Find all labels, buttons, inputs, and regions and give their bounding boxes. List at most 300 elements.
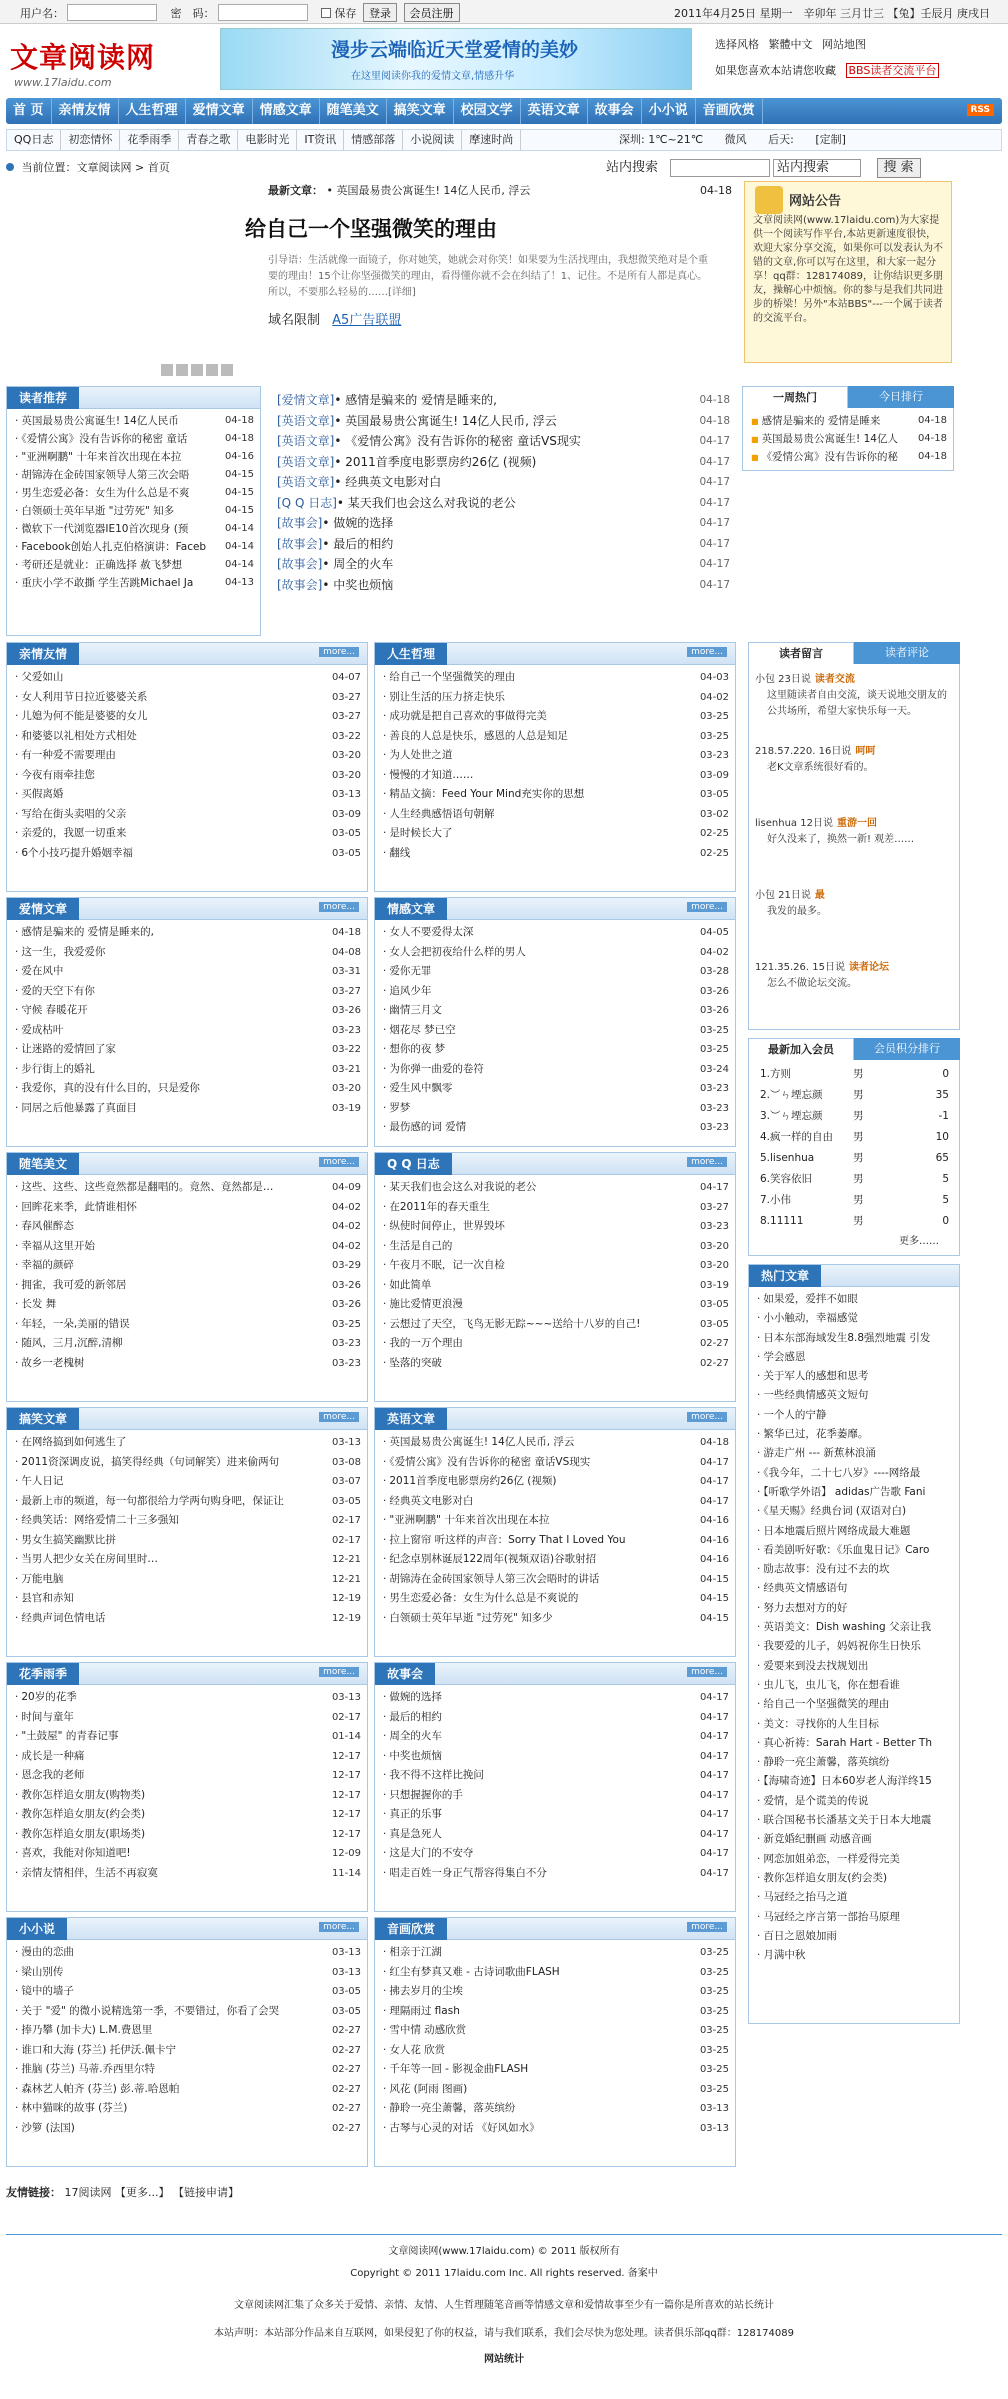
item-title[interactable]: 某天我们也会这么对我说的老公 <box>389 1181 537 1193</box>
member-name[interactable]: 4.疯一样的自由 <box>760 1131 834 1143</box>
more-link[interactable]: more... <box>687 902 727 912</box>
item-title[interactable]: 20岁的花季 <box>21 1691 77 1703</box>
item-title[interactable]: 人生经典感悟语句朝解 <box>389 807 495 820</box>
nav-item[interactable]: 情感文章 <box>253 98 320 124</box>
more-link[interactable]: more... <box>687 1412 727 1422</box>
list-item[interactable] <box>375 1805 735 1825</box>
item-title[interactable]: 给自己一个坚强微笑的理由 <box>763 1698 890 1711</box>
box-title[interactable]: 故事会 <box>375 1663 435 1685</box>
item-title[interactable]: 当男人把少女关在房间里时… <box>21 1553 158 1565</box>
item-title[interactable]: 爱情，是个谎美的传说 <box>763 1794 869 1807</box>
message-topic[interactable]: 重游一回 <box>836 818 877 829</box>
message-topic[interactable]: 最 <box>814 890 825 901</box>
item-title[interactable]: 今夜有雨牵挂您 <box>21 768 95 781</box>
member-row[interactable] <box>749 1211 959 1232</box>
item-category[interactable]: [英语文章] <box>277 475 335 489</box>
item-title[interactable]: 坠落的突破 <box>389 1356 442 1369</box>
list-item[interactable] <box>7 766 367 786</box>
latest-title[interactable]: • 英国最易贵公寓诞生! 14亿人民币, 浮云 <box>326 184 531 197</box>
subnav-item[interactable]: IT资讯 <box>297 130 344 150</box>
list-item[interactable] <box>375 1825 735 1845</box>
item-title[interactable]: 千年等一回 - 影视金曲FLASH <box>389 2063 529 2075</box>
list-item[interactable] <box>749 1695 959 1714</box>
item-title[interactable]: 施比爱情更浪漫 <box>389 1298 463 1310</box>
list-item[interactable] <box>7 1531 367 1551</box>
box-title[interactable]: 小小说 <box>7 1918 67 1940</box>
item-title[interactable]: 雪中情 动感欣赏 <box>389 2024 467 2036</box>
headline[interactable]: 给自己一个坚强微笑的理由 <box>245 217 497 241</box>
tab-comments[interactable]: 读者评论 <box>854 642 960 664</box>
more-link[interactable]: more... <box>319 1922 359 1932</box>
item-title[interactable]: 随风，三月,沉醉,清柳 <box>21 1337 123 1349</box>
item-title[interactable]: 网恋加姐弟恋，一样爱得完美 <box>763 1852 900 1865</box>
list-item[interactable] <box>7 1276 367 1296</box>
list-item[interactable] <box>749 1753 959 1772</box>
item-title[interactable]: 买假离婚 <box>21 788 64 800</box>
list-item[interactable] <box>749 1367 959 1386</box>
message-topic[interactable]: 读者交流 <box>814 674 855 685</box>
item-title[interactable]: 我的一万个理由 <box>389 1337 463 1349</box>
list-item[interactable] <box>7 1492 367 1512</box>
item-title[interactable]: 风花 (阿雨 图画) <box>389 2082 468 2095</box>
item-title[interactable]: 是时候长大了 <box>389 827 453 839</box>
list-item[interactable] <box>375 1315 735 1335</box>
nav-item[interactable]: 故事会 <box>588 98 642 124</box>
item-title[interactable]: 重庆小学不敢撕 学生苦跳Michael Ja <box>21 577 194 589</box>
list-item[interactable] <box>375 1276 735 1296</box>
tab-new-members[interactable]: 最新加入会员 <box>748 1038 854 1060</box>
item-title[interactable]: 男生恋爱必备：女生为什么总是不爽说的 <box>389 1592 579 1604</box>
list-item[interactable] <box>7 1963 367 1983</box>
list-item[interactable] <box>7 1786 367 1806</box>
list-item[interactable] <box>749 1290 959 1309</box>
list-item[interactable] <box>7 688 367 708</box>
item-title[interactable]: 镜中的墙子 <box>21 1985 74 1997</box>
item-title[interactable]: 理隔雨过 flash <box>389 2004 460 2017</box>
list-item[interactable] <box>7 785 367 805</box>
pager-dot[interactable] <box>176 364 188 376</box>
list-item[interactable] <box>375 1943 735 1963</box>
list-item[interactable] <box>7 1766 367 1786</box>
item-title[interactable]: 教你怎样追女朋友(约会类) <box>21 1808 146 1820</box>
list-item[interactable] <box>375 1864 735 1884</box>
item-category[interactable]: [故事会] <box>277 577 323 592</box>
item-title[interactable]: 父爱如山 <box>21 671 64 683</box>
list-item[interactable] <box>749 1406 959 1425</box>
item-title[interactable]: 胡锦涛在金砖国家领导人第三次会晤 <box>21 469 190 481</box>
list-item[interactable] <box>7 1040 367 1060</box>
list-item[interactable] <box>7 1805 367 1825</box>
item-title[interactable]: 让迷路的爱情回了家 <box>21 1043 116 1055</box>
member-name[interactable]: 6.笑容依旧 <box>760 1173 813 1185</box>
item-title[interactable]: 古琴与心灵的对话 《好风如水》 <box>389 2121 540 2134</box>
list-item[interactable] <box>743 412 953 430</box>
box-title[interactable]: 花季雨季 <box>7 1663 79 1685</box>
item-title[interactable]: 红尘有梦真又难 - 古诗词歌曲FLASH <box>389 1965 560 1978</box>
item-title[interactable]: • 感情是骗来的 爱情是睡来的, <box>334 393 497 407</box>
list-item[interactable] <box>7 556 260 574</box>
list-item[interactable] <box>7 805 367 825</box>
item-title[interactable]: 白领硕士英年早逝 "过劳死" 知多 <box>21 505 175 517</box>
list-item[interactable] <box>7 1844 367 1864</box>
item-title[interactable]: 时间与童年 <box>21 1710 74 1723</box>
item-title[interactable]: 生活是自己的 <box>389 1239 453 1252</box>
rss-icon[interactable]: RSS <box>967 104 995 116</box>
nav-item[interactable]: 亲情友情 <box>52 98 119 124</box>
item-title[interactable]: 给自己一个坚强微笑的理由 <box>389 671 516 683</box>
list-item[interactable] <box>375 805 735 825</box>
item-title[interactable]: 纵使时间停止，世界毁坏 <box>389 1220 505 1232</box>
item-title[interactable]: 一些经典情感英文短句 <box>763 1389 869 1402</box>
item-title[interactable]: 梁山别传 <box>21 1965 64 1978</box>
item-title[interactable]: 感情是骗来的 爱情是睡来的, <box>21 926 155 938</box>
item-title[interactable]: 回眸花来季，此情谁相怀 <box>21 1200 137 1213</box>
item-title[interactable]: 联合国秘书长潘基文关于日本大地震 <box>763 1814 932 1827</box>
list-item[interactable] <box>375 1963 735 1983</box>
item-title[interactable]: • 经典英文电影对白 <box>334 475 442 489</box>
list-item[interactable] <box>375 1688 735 1708</box>
list-item[interactable] <box>375 1256 735 1276</box>
nav-item[interactable]: 人生哲理 <box>119 98 186 124</box>
item-title[interactable]: 最新上市的频道，每一句都很给力学两句购身吧，保证让 <box>21 1494 284 1507</box>
search-scope-select[interactable]: 站内搜索 <box>773 159 861 177</box>
item-title[interactable]: 追风少年 <box>389 984 432 997</box>
list-item[interactable] <box>375 1472 735 1492</box>
list-item[interactable] <box>749 1869 959 1888</box>
list-item[interactable] <box>266 534 736 555</box>
item-category[interactable]: [故事会] <box>277 536 323 551</box>
item-title[interactable]: • 2011首季度电影票房约26亿 (视频) <box>334 454 537 469</box>
list-item[interactable] <box>749 1386 959 1405</box>
item-title[interactable]: 日本东部海域发生8.8强烈地震 引发 <box>763 1331 931 1344</box>
weather-custom-link[interactable]: [定制] <box>815 133 846 146</box>
member-row[interactable] <box>749 1190 959 1211</box>
list-item[interactable] <box>7 1511 367 1531</box>
item-title[interactable]: 《爱情公寓》没有告诉你的秘密 童话 <box>21 433 188 445</box>
list-item[interactable] <box>749 1927 959 1946</box>
item-title[interactable]: 2011首季度电影票房约26亿 (视频) <box>389 1475 557 1487</box>
item-title[interactable]: 中奖也烦恼 <box>389 1749 442 1762</box>
tab-today-rank[interactable]: 今日排行 <box>848 386 954 408</box>
item-title[interactable]: 万能电脑 <box>21 1572 64 1585</box>
item-title[interactable]: 经典英文电影对白 <box>389 1494 474 1507</box>
username-input[interactable] <box>67 4 157 21</box>
item-title[interactable]: 如此简单 <box>389 1278 432 1291</box>
item-title[interactable]: 漫由的恋曲 <box>21 1946 74 1958</box>
item-title[interactable]: 爱在风中 <box>21 965 64 977</box>
list-item[interactable] <box>7 1178 367 1198</box>
item-title[interactable]: 写给在街头卖唱的父亲 <box>21 807 127 820</box>
more-link[interactable]: more... <box>319 647 359 657</box>
list-item[interactable] <box>7 1943 367 1963</box>
item-title[interactable]: 教你怎样追女朋友(职场类) <box>21 1827 146 1840</box>
box-title[interactable]: 随笔美文 <box>7 1153 79 1175</box>
list-item[interactable] <box>7 943 367 963</box>
item-title[interactable]: 男女生搞笑幽默比拼 <box>21 1533 116 1546</box>
item-title[interactable]: 《爱情公寓》没有告诉你的秘密 童话VS现实 <box>389 1455 591 1468</box>
subnav-item[interactable]: 情感部落 <box>344 130 403 150</box>
item-title[interactable]: 最伤感的词 爱情 <box>389 1121 467 1133</box>
list-item[interactable] <box>7 1315 367 1335</box>
list-item[interactable] <box>7 2080 367 2100</box>
list-item[interactable] <box>375 844 735 864</box>
list-item[interactable] <box>375 707 735 727</box>
item-title[interactable]: 这是大门的不安夺 <box>389 1847 474 1859</box>
item-title[interactable]: 新竞婚纪删画 动感音画 <box>763 1833 872 1846</box>
item-title[interactable]: 在2011年的春天重生 <box>389 1200 490 1213</box>
list-item[interactable] <box>749 1888 959 1907</box>
item-title[interactable]: 幽情三月文 <box>389 1004 442 1016</box>
list-item[interactable] <box>375 1492 735 1512</box>
item-title[interactable]: 我要爱的儿子，妈妈祝你生日快乐 <box>763 1640 921 1653</box>
list-item[interactable] <box>7 466 260 484</box>
item-title[interactable]: 爱你无罪 <box>389 965 432 977</box>
list-item[interactable] <box>749 1425 959 1444</box>
list-item[interactable] <box>375 1118 735 1138</box>
item-title[interactable]: 繁华已过，花季萎靡。 <box>763 1428 869 1441</box>
list-item[interactable] <box>749 1579 959 1598</box>
list-item[interactable] <box>375 1511 735 1531</box>
list-item[interactable] <box>749 1541 959 1560</box>
item-title[interactable]: 县官和赤知 <box>21 1592 74 1604</box>
item-title[interactable]: 拉上窗帘 听这样的声音：Sorry That I Loved You <box>389 1533 626 1546</box>
item-category[interactable]: [Q Q 日志] <box>277 495 337 510</box>
more-link[interactable]: more... <box>687 647 727 657</box>
list-item[interactable] <box>749 1946 959 1965</box>
list-item[interactable] <box>266 452 736 473</box>
pager-dot[interactable] <box>191 364 203 376</box>
nav-item[interactable]: 首 页 <box>6 98 52 124</box>
list-item[interactable] <box>749 1811 959 1830</box>
item-title[interactable]: 有一种爱不需要理由 <box>21 749 116 761</box>
list-item[interactable] <box>7 1472 367 1492</box>
list-item[interactable] <box>7 448 260 466</box>
nav-item[interactable]: 校园文学 <box>454 98 521 124</box>
nav-item[interactable]: 小小说 <box>642 98 696 124</box>
item-title[interactable]: 日本地震后照片网络成最大难题 <box>763 1524 911 1537</box>
item-title[interactable]: 善良的人总是快乐，感恩的人总是知足 <box>389 729 568 742</box>
member-name[interactable]: 7.小伟 <box>760 1194 792 1206</box>
item-title[interactable]: 考研还是就业：正确选择 赦飞梦想 <box>21 559 183 571</box>
list-item[interactable] <box>375 727 735 747</box>
item-title[interactable]: 亲情友情相伴，生活不再寂寞 <box>21 1866 158 1879</box>
item-title[interactable]: 我爱你，真的没有什么目的，只是爱你 <box>21 1082 200 1094</box>
list-item[interactable] <box>375 2119 735 2139</box>
login-button[interactable]: 登录 <box>363 3 397 22</box>
item-title[interactable]: 爱生风中飘零 <box>389 1082 453 1094</box>
item-title[interactable]: "亚洲啊鹏" 十年来首次出现在本拉 <box>21 451 182 463</box>
item-title[interactable]: 《我今年，二十七八岁》----网络最 <box>763 1466 921 1479</box>
item-title[interactable]: 6个小技巧提升婚姻幸福 <box>21 846 134 859</box>
list-item[interactable] <box>375 2002 735 2022</box>
item-title[interactable]: 步行街上的婚礼 <box>21 1062 95 1075</box>
list-item[interactable] <box>375 1354 735 1374</box>
list-item[interactable] <box>375 766 735 786</box>
list-item[interactable] <box>7 844 367 864</box>
list-item[interactable] <box>375 923 735 943</box>
item-title[interactable]: • 《爱情公寓》没有告诉你的秘密 童话VS现实 <box>334 434 581 448</box>
item-title[interactable]: 教你怎样追女朋友(购物类) <box>21 1788 146 1801</box>
item-title[interactable]: • 中奖也烦恼 <box>322 577 394 592</box>
list-item[interactable] <box>7 1982 367 2002</box>
list-item[interactable] <box>375 1708 735 1728</box>
list-item[interactable] <box>7 2002 367 2022</box>
list-item[interactable] <box>7 502 260 520</box>
list-item[interactable] <box>375 1766 735 1786</box>
item-title[interactable]: 英国最易贵公寓诞生! 14亿人民币 <box>21 415 179 427</box>
list-item[interactable] <box>7 923 367 943</box>
item-title[interactable]: 做婉的选择 <box>389 1691 442 1703</box>
ad-link[interactable]: A5广告联盟 <box>332 313 402 328</box>
list-item[interactable] <box>749 1560 959 1579</box>
item-title[interactable]: 《爱情公寓》没有告诉你的秘 <box>761 451 899 463</box>
item-title[interactable]: 英国最易贵公寓诞生! 14亿人 <box>761 433 898 445</box>
item-title[interactable]: 在网络搞到如何逃生了 <box>21 1436 127 1448</box>
item-title[interactable]: 烟花尽 梦已空 <box>389 1023 456 1036</box>
tab-messages[interactable]: 读者留言 <box>748 642 854 664</box>
item-title[interactable]: 亲爱的，我愿一切重来 <box>21 827 127 839</box>
list-item[interactable] <box>7 1334 367 1354</box>
item-title[interactable]: 这一生，我爱爱你 <box>21 945 106 958</box>
list-item[interactable] <box>266 575 736 596</box>
item-title[interactable]: "土鼓屋" 的青春记事 <box>21 1730 119 1742</box>
list-item[interactable] <box>7 1825 367 1845</box>
item-title[interactable]: 这些、这些、这些竟然都是翻唱的。竟然、竟然都是… <box>21 1181 274 1193</box>
list-item[interactable] <box>7 727 367 747</box>
item-title[interactable]: 英语美文：Dish washing 父亲让我 <box>763 1621 932 1634</box>
member-name[interactable]: 1.方则 <box>760 1068 792 1080</box>
list-item[interactable] <box>749 1792 959 1811</box>
item-title[interactable]: 小小触动，幸福感觉 <box>763 1312 858 1325</box>
list-item[interactable] <box>7 1256 367 1276</box>
list-item[interactable] <box>749 1734 959 1753</box>
list-item[interactable] <box>7 412 260 430</box>
list-item[interactable] <box>7 1609 367 1629</box>
list-item[interactable] <box>375 943 735 963</box>
item-title[interactable]: 最后的相约 <box>389 1710 442 1723</box>
item-title[interactable]: 喜欢，我能对你知道吧! <box>21 1847 131 1859</box>
list-item[interactable] <box>375 1453 735 1473</box>
style-link[interactable]: 选择风格 <box>715 38 759 51</box>
list-item[interactable] <box>375 1001 735 1021</box>
list-item[interactable] <box>749 1618 959 1637</box>
list-item[interactable] <box>749 1772 959 1791</box>
item-title[interactable]: 同居之后他暴露了真面目 <box>21 1101 137 1114</box>
list-item[interactable] <box>7 1433 367 1453</box>
friend-items[interactable]: 17阅读网 【更多...】 【链接申请】 <box>64 2186 239 2199</box>
item-title[interactable]: 周全的火车 <box>389 1730 442 1742</box>
item-title[interactable]: • 做婉的选择 <box>322 516 394 530</box>
item-title[interactable]: Facebook创始人扎克伯格演讲：Faceb <box>21 541 207 553</box>
list-item[interactable] <box>7 2041 367 2061</box>
list-item[interactable] <box>7 1079 367 1099</box>
item-title[interactable]: 白领硕士英年早逝 "过劳死" 知多少 <box>389 1611 553 1624</box>
list-item[interactable] <box>266 411 736 432</box>
pager-dot[interactable] <box>206 364 218 376</box>
item-title[interactable]: 【听歌学外语】 adidas广告歌 Fani <box>763 1485 926 1498</box>
member-name[interactable]: 2.︶ㄣ堙忘颜 <box>760 1089 823 1101</box>
subnav-item[interactable]: 摩速时尚 <box>462 130 521 150</box>
save-checkbox[interactable] <box>321 8 331 18</box>
item-title[interactable]: 罗梦 <box>389 1101 411 1114</box>
item-title[interactable]: 爱要来到没去找规划出 <box>763 1659 869 1672</box>
item-title[interactable]: 女人花 欣赏 <box>389 2043 446 2056</box>
item-title[interactable]: 相亲于江湖 <box>389 1946 442 1958</box>
list-item[interactable] <box>375 1178 735 1198</box>
list-item[interactable] <box>749 1599 959 1618</box>
list-item[interactable] <box>749 1502 959 1521</box>
list-item[interactable] <box>266 493 736 514</box>
list-item[interactable] <box>375 1334 735 1354</box>
item-title[interactable]: 幸福从这里开始 <box>21 1239 95 1252</box>
list-item[interactable] <box>7 1099 367 1119</box>
list-item[interactable] <box>7 824 367 844</box>
item-title[interactable]: 为人处世之道 <box>389 749 453 761</box>
list-item[interactable] <box>7 1570 367 1590</box>
list-item[interactable] <box>375 1079 735 1099</box>
more-link[interactable]: more... <box>687 1922 727 1932</box>
nav-item[interactable]: 英语文章 <box>521 98 588 124</box>
members-more-link[interactable]: 更多…… <box>899 1236 939 1247</box>
list-item[interactable] <box>749 1329 959 1348</box>
item-title[interactable]: 百日之恩娘加雨 <box>763 1929 837 1942</box>
item-title[interactable]: 关于军人的感想和思考 <box>763 1370 869 1383</box>
box-title[interactable]: 搞笑文章 <box>7 1408 79 1430</box>
item-title[interactable]: 只想握握你的手 <box>389 1788 463 1801</box>
list-item[interactable] <box>375 824 735 844</box>
list-item[interactable] <box>375 1237 735 1257</box>
list-item[interactable] <box>375 2021 735 2041</box>
list-item[interactable] <box>7 1021 367 1041</box>
item-title[interactable]: 森林艺人帕齐 (芬兰) 彭.蒂.哈恩帕 <box>21 2082 180 2095</box>
list-item[interactable] <box>375 1844 735 1864</box>
list-item[interactable] <box>375 1570 735 1590</box>
list-item[interactable] <box>7 1864 367 1884</box>
item-title[interactable]: • 周全的火车 <box>322 557 394 571</box>
list-item[interactable] <box>7 1550 367 1570</box>
member-row[interactable] <box>749 1169 959 1190</box>
subnav-item[interactable]: QQ日志 <box>7 130 61 150</box>
list-item[interactable] <box>375 1727 735 1747</box>
list-item[interactable] <box>7 520 260 538</box>
list-item[interactable] <box>749 1309 959 1328</box>
list-item[interactable] <box>7 1060 367 1080</box>
nav-item[interactable]: 爱情文章 <box>186 98 253 124</box>
item-title[interactable]: 春风催醉态 <box>21 1220 74 1232</box>
list-item[interactable] <box>375 1295 735 1315</box>
tab-week-hot[interactable]: 一周热门 <box>742 386 848 408</box>
item-title[interactable]: 学会感恩 <box>763 1350 806 1363</box>
site-logo[interactable] <box>10 36 200 89</box>
item-title[interactable]: 真是急死人 <box>389 1827 442 1840</box>
list-item[interactable] <box>7 1217 367 1237</box>
list-item[interactable] <box>7 746 367 766</box>
message-topic[interactable]: 读者论坛 <box>848 962 889 973</box>
box-title[interactable]: 亲情友情 <box>7 643 79 665</box>
item-title[interactable]: 真正的乐事 <box>389 1808 442 1820</box>
member-row[interactable] <box>749 1106 959 1127</box>
item-title[interactable]: 精品文摘：Feed Your Mind充实你的思想 <box>389 788 585 800</box>
list-item[interactable] <box>7 430 260 448</box>
item-title[interactable]: 马冠经之序言第一部抬马原理 <box>763 1910 900 1923</box>
item-title[interactable]: 关于 "爱" 的微小说精选第一季，不要错过，你看了会哭 <box>21 2004 280 2017</box>
list-item[interactable] <box>749 1637 959 1656</box>
item-title[interactable]: 故乡一老槐树 <box>21 1356 85 1369</box>
list-item[interactable] <box>7 982 367 1002</box>
box-title[interactable]: 人生哲理 <box>375 643 447 665</box>
list-item[interactable] <box>375 688 735 708</box>
bbs-link[interactable]: BBS读者交流平台 <box>846 63 940 78</box>
